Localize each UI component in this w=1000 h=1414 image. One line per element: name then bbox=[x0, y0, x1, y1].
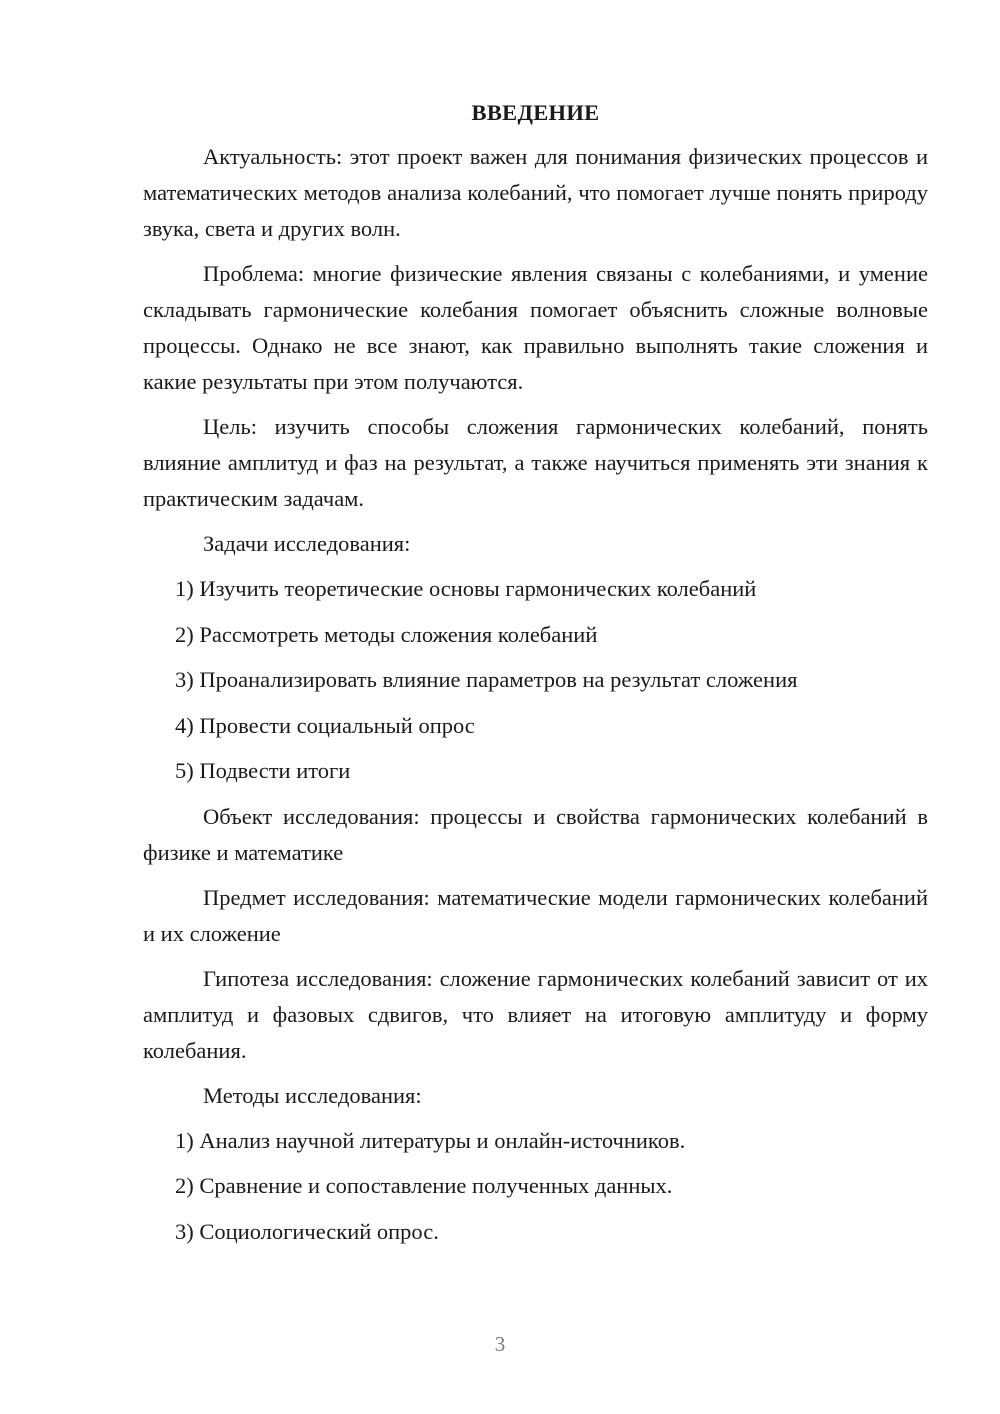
object-paragraph: Объект исследования: процессы и свойства гармонических колебаний в физике и математике bbox=[143, 803, 928, 865]
page-number: 3 bbox=[494, 1332, 506, 1356]
methods-list bbox=[143, 1123, 928, 1250]
document-page bbox=[143, 95, 928, 1259]
relevance-paragraph: Актуальность: этот проект важен для понимания физических процессов и математических методов анализа колебаний, что помогает лучше понять природу звука, света и других волн. bbox=[143, 144, 928, 241]
list-item: 4) Провести социальный опрос bbox=[175, 712, 475, 738]
tasks-heading: Задачи исследования: bbox=[203, 531, 411, 556]
list-item: 3) Проанализировать влияние параметров на результат сложения bbox=[175, 667, 798, 692]
list-item: 1) Анализ научной литературы и онлайн-источников. bbox=[175, 1127, 686, 1153]
methods-heading: Методы исследования: bbox=[203, 1082, 422, 1108]
list-item: 1) Изучить теоретические основы гармонических колебаний bbox=[175, 576, 757, 601]
subject-paragraph: Предмет исследования: математические модели гармонических колебаний и их сложение bbox=[143, 884, 928, 946]
page-title: ВВЕДЕНИЕ bbox=[471, 100, 600, 125]
hypothesis-paragraph: Гипотеза исследования: сложение гармонических колебаний зависит от их амплитуд и фазовых сдвигов, что влияет на итоговую амплитуду и форму колебания. bbox=[143, 965, 928, 1063]
list-item: 2) Рассмотреть методы сложения колебаний bbox=[175, 621, 598, 647]
problem-paragraph: Проблема: многие физические явления связаны с колебаниями, и умение складывать гармонические колебания помогает объяснить сложные волновые процессы. Однако не все знают, как правильно выполнять такие сложения и какие результаты при этом получаются. bbox=[143, 261, 928, 394]
goal-paragraph: Цель: изучить способы сложения гармонических колебаний, понять влияние амплитуд и фаз на результат, а также научиться применять эти знания к практическим задачам. bbox=[143, 414, 928, 511]
tasks-list bbox=[143, 571, 928, 789]
list-item: 5) Подвести итоги bbox=[175, 758, 351, 783]
list-item: 2) Сравнение и сопоставление полученных данных. bbox=[175, 1173, 673, 1198]
list-item: 3) Социологический опрос. bbox=[175, 1218, 439, 1244]
